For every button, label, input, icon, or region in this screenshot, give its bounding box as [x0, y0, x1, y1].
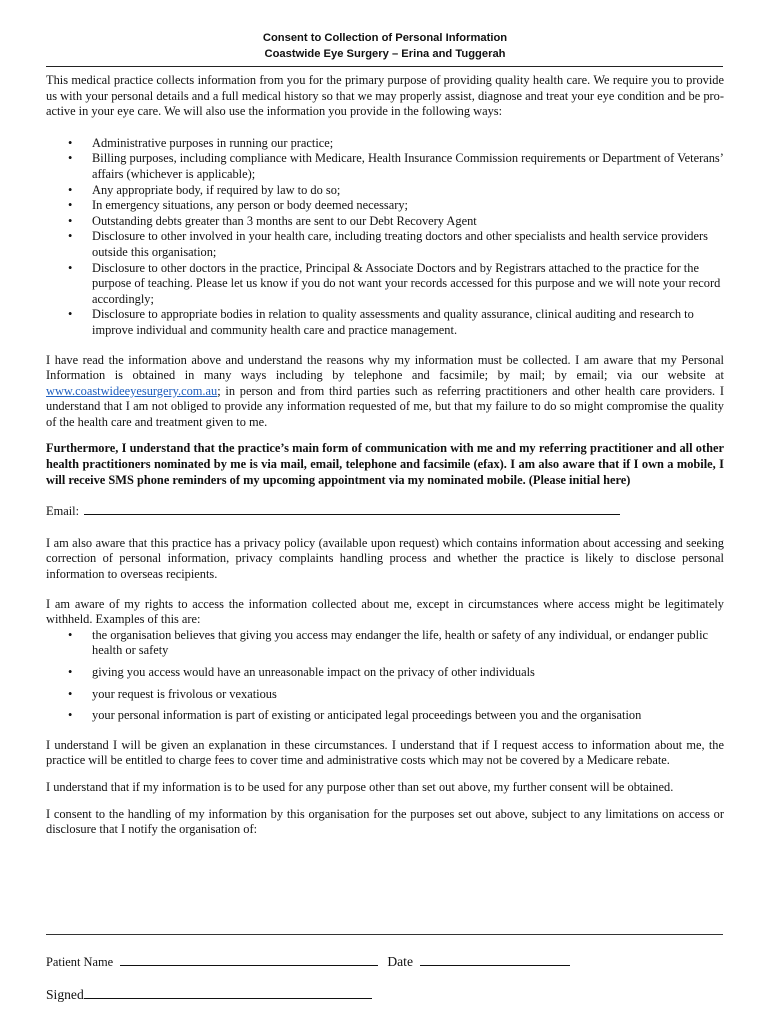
- read-paragraph-start: I have read the information above and understand the reasons why my information must be collected. I am aware that my Personal Information is obtained in many ways including by telephone and facsimile; by mail; by email; via our website at: [46, 352, 724, 383]
- form-header: [0, 30, 770, 62]
- patient-name-field[interactable]: [120, 953, 378, 966]
- list-item: • Disclosure to other doctors in the practice, Principal & Associate Doctors and by Registrars attached to the practice for the purpose of teaching. Please let us know if you do not want your records accessed for this purpose and we will note your record accordingly;: [92, 261, 724, 308]
- form-title: Consent to Collection of Personal Information: [262, 32, 508, 44]
- website-link[interactable]: www.coastwideeyesurgery.com.au: [46, 383, 218, 398]
- email-field[interactable]: [84, 502, 620, 515]
- email-row: [46, 502, 724, 520]
- explanation-paragraph: I understand I will be given an explanation in these circumstances. I understand that if I request access to information about me, the practice will be entitled to charge fees to cover time and administrative costs which may not be covered by a Medicare rebate.: [46, 737, 724, 768]
- list-item: • Disclosure to other involved in your health care, including treating doctors and other specialists and health service providers outside this organisation;: [92, 229, 724, 260]
- list-item: • Administrative purposes in running our practice;: [92, 136, 724, 152]
- privacy-paragraph: I am also aware that this practice has a privacy policy (available upon request) which contains information about accessing and seeking correction of personal information, privacy complaints handling process and whether the practice is likely to disclose personal information to overseas recipients.: [46, 535, 724, 582]
- consent-notes-line[interactable]: [46, 934, 723, 935]
- list-item: • your request is frivolous or vexatious: [92, 687, 724, 703]
- read-paragraph-end: ; in person and from third parties such as referring practitioners and other health care providers. I understand that I am not obliged to provide any information requested of me, but that my failure to do so might compromise the quality of the health care and treatment given to me.: [46, 383, 724, 429]
- consent-paragraph: I consent to the handling of my information by this organisation for the purposes set out above, subject to any limitations on access or disclosure that I notify the organisation of:: [46, 806, 724, 837]
- read-paragraph: [46, 353, 724, 431]
- list-item: • the organisation believes that giving you access may endanger the life, health or safety of any individual, or endanger public health or safety: [92, 628, 724, 659]
- list-item: • In emergency situations, any person or body deemed necessary;: [92, 198, 724, 214]
- uses-list: [46, 136, 724, 339]
- list-item: • your personal information is part of existing or anticipated legal proceedings between you and the organisation: [92, 708, 724, 724]
- signature-field[interactable]: [84, 986, 372, 999]
- date-field[interactable]: [420, 953, 570, 966]
- email-label: Email:: [46, 504, 80, 519]
- list-item: • Any appropriate body, if required by law to do so;: [92, 183, 724, 199]
- form-subtitle: Coastwide Eye Surgery – Erina and Tuggerah: [264, 48, 506, 60]
- signed-label: Signed: [46, 987, 84, 1002]
- intro-paragraph: This medical practice collects information from you for the primary purpose of providing quality health care. We require you to provide us with your personal details and a full medical history so that we may properly assist, diagnose and treat your eye condition and be pro-active in your eye care. We will also use the information you provide in the following ways:: [46, 73, 724, 119]
- patient-date-row: [46, 953, 570, 970]
- list-item: • Disclosure to appropriate bodies in relation to quality assessments and quality assurance, clinical auditing and research to improve individual and community health care and practice management.: [92, 307, 724, 338]
- date-label: Date: [387, 954, 413, 969]
- rights-paragraph: I am aware of my rights to access the information collected about me, except in circumstances where access might be legitimately withheld. Examples of this are:: [46, 596, 724, 627]
- header-divider: [46, 66, 723, 67]
- form-body: [46, 73, 724, 838]
- patient-name-label: Patient Name: [46, 955, 114, 969]
- signature-row: [46, 986, 372, 1003]
- withheld-list: [46, 628, 724, 724]
- list-item: • Outstanding debts greater than 3 months are sent to our Debt Recovery Agent: [92, 214, 724, 230]
- further-consent-paragraph: I understand that if my information is to be used for any purpose other than set out above, my further consent will be obtained.: [46, 779, 674, 794]
- list-item: • Billing purposes, including compliance with Medicare, Health Insurance Commission requirements or Department of Veterans’ affairs (whichever is applicable);: [92, 151, 724, 182]
- communication-paragraph: Furthermore, I understand that the practice’s main form of communication with me and my referring practitioner and all other health practitioners nominated by me is via mail, email, telephone and facsimile (efax). I am also aware that if I own a mobile, I will receive SMS phone reminders of my upcoming appointment via my nominated mobile. (Please initial here): [46, 441, 724, 487]
- list-item: • giving you access would have an unreasonable impact on the privacy of other individuals: [92, 665, 724, 681]
